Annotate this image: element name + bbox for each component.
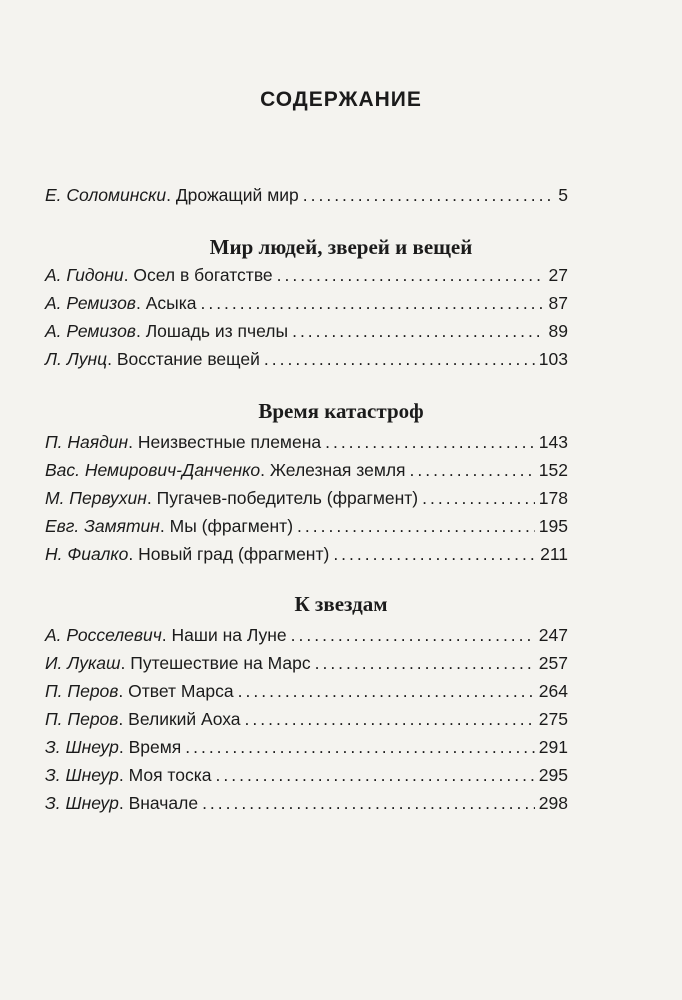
toc-entry[interactable] [45,290,568,316]
entry-author: М. Первухин [45,488,147,508]
dot-leader [422,485,535,511]
entry-work: Неизвестные племена [137,432,322,452]
entry-work: Асыка [145,293,197,313]
toc-entry-intro[interactable] [45,182,568,208]
entry-work: Великий Аоха [128,709,241,729]
entry-separator: . [135,293,146,313]
entry-separator: . [118,681,129,701]
entry-separator: . [118,737,129,757]
entry-separator: . [135,321,146,341]
toc-entry[interactable] [45,513,568,539]
entry-author: А. Ремизов [45,321,136,341]
entry-author: П. Наядин [45,432,129,452]
entry-page-number: 275 [538,709,568,729]
toc-entry[interactable] [45,678,568,704]
entry-separator: . [166,185,176,205]
dot-leader [325,429,535,455]
entry-separator: . [128,432,138,452]
dot-leader [264,346,535,372]
toc-entry[interactable] [45,485,568,511]
entry-page-number: 195 [538,516,568,536]
entry-author: П. Перов [45,709,119,729]
entry-work: Моя тоска [128,765,212,785]
dot-leader [200,290,544,316]
dot-leader [315,650,535,676]
toc-entry[interactable] [45,762,568,788]
entry-separator: . [118,765,129,785]
toc-entry[interactable] [45,457,568,483]
entry-page-number: 152 [538,460,568,480]
entry-author: З. Шнеур [45,737,119,757]
toc-entry[interactable] [45,622,568,648]
entry-author: А. Гидони [45,265,124,285]
toc-entry[interactable] [45,734,568,760]
entry-page-number: 247 [538,625,568,645]
entry-work: Новый град (фрагмент) [138,544,330,564]
entry-page-number: 143 [538,432,568,452]
dot-leader [277,262,545,288]
entry-author: З. Шнеур [45,793,119,813]
entry-work: Ответ Марса [128,681,234,701]
toc-entry[interactable] [45,541,568,567]
dot-leader [216,762,535,788]
entry-author: Вас. Немирович-Данченко [45,460,261,480]
dot-leader [245,706,535,732]
entry-page-number: 257 [538,653,568,673]
entry-page-number: 264 [538,681,568,701]
entry-author: З. Шнеур [45,765,119,785]
entry-page-number: 211 [540,544,568,564]
entry-work: Лошадь из пчелы [145,321,289,341]
entry-author: А. Росселевич [45,625,162,645]
entry-work: Время [128,737,182,757]
entry-author: И. Лукаш [45,653,121,673]
entry-work: Мы (фрагмент) [169,516,294,536]
dot-leader [297,513,535,539]
entry-separator: . [159,516,170,536]
entry-page-number: 295 [538,765,568,785]
entry-separator: . [107,349,117,369]
page-title: СОДЕРЖАНИЕ [260,88,422,111]
dot-leader [410,457,535,483]
entry-page-number: 89 [548,321,568,341]
toc-entry[interactable] [45,429,568,455]
entry-work: Наши на Луне [171,625,287,645]
entry-page-number: 291 [538,737,568,757]
entry-separator: . [118,709,129,729]
section-heading-2: Время катастроф [258,399,424,423]
toc-entry[interactable] [45,706,568,732]
dot-leader [238,678,535,704]
entry-page-number: 178 [538,488,568,508]
entry-separator: . [128,544,139,564]
entry-work: Дрожащий мир [175,185,299,205]
entry-work: Железная земля [269,460,406,480]
entry-page-number: 103 [538,349,568,369]
dot-leader [185,734,535,760]
entry-author: П. Перов [45,681,119,701]
entry-author: А. Ремизов [45,293,136,313]
dot-leader [303,182,555,208]
entry-work: Вначале [128,793,199,813]
entry-separator: . [260,460,270,480]
entry-work: Восстание вещей [116,349,260,369]
entry-author: Л. Лунц [45,349,108,369]
dot-leader [333,541,536,567]
toc-entry[interactable] [45,262,568,288]
entry-author: Е. Соломински [45,185,167,205]
entry-separator: . [146,488,157,508]
section-heading-1: Мир людей, зверей и вещей [209,235,473,259]
toc-entry[interactable] [45,346,568,372]
entry-separator: . [120,653,131,673]
dot-leader [202,790,535,816]
section-heading-3: К звездам [294,592,388,616]
entry-author: Евг. Замятин [45,516,160,536]
entry-separator: . [123,265,134,285]
entry-separator: . [118,793,129,813]
entry-work: Осел в богатстве [133,265,273,285]
dot-leader [291,622,535,648]
entry-work: Пугачев-победитель (фрагмент) [156,488,419,508]
toc-entry[interactable] [45,790,568,816]
entry-page-number: 27 [548,265,568,285]
toc-entry[interactable] [45,650,568,676]
entry-work: Путешествие на Марс [130,653,311,673]
dot-leader [292,318,544,344]
entry-page-number: 298 [538,793,568,813]
entry-separator: . [161,625,172,645]
entry-author: Н. Фиалко [45,544,129,564]
toc-entry[interactable] [45,318,568,344]
entry-page-number: 87 [548,293,568,313]
entry-page-number: 5 [558,185,568,205]
